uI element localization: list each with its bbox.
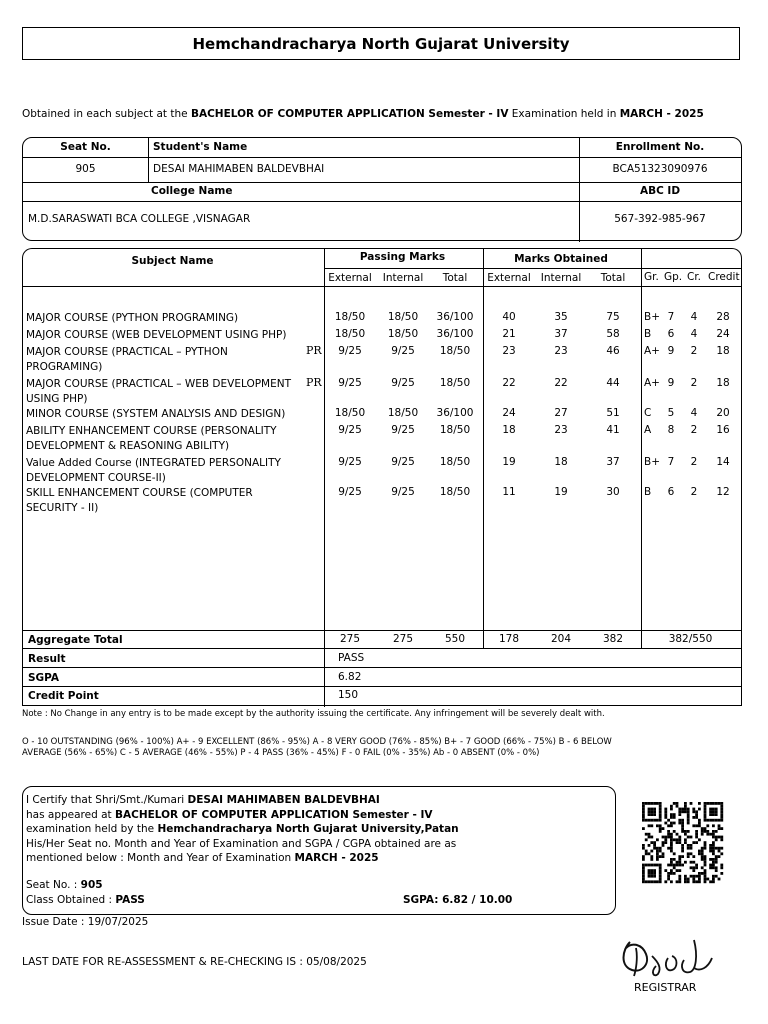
grade-point: 8 bbox=[667, 424, 675, 436]
subject-name-header: Subject Name bbox=[131, 255, 214, 267]
obtained-external: 40 bbox=[502, 311, 516, 323]
obtained-total: 75 bbox=[606, 311, 620, 323]
passing-internal: 9/25 bbox=[391, 424, 415, 436]
grade-point: 9 bbox=[667, 345, 675, 357]
practical-marker: PR bbox=[306, 376, 322, 389]
subject-name: MAJOR COURSE (PRACTICAL – PYTHON bbox=[26, 346, 228, 358]
obtained-external: 24 bbox=[502, 407, 516, 419]
obtained-external: 19 bbox=[502, 456, 516, 468]
credit-header: Credit bbox=[708, 271, 740, 283]
aggregate-passing-external: 275 bbox=[339, 633, 361, 645]
grade: A bbox=[644, 424, 652, 436]
credit-hours-header: Cr. bbox=[687, 271, 702, 283]
passing-internal: 18/50 bbox=[387, 407, 419, 419]
obtained-internal: 19 bbox=[554, 486, 568, 498]
credit-hours: 2 bbox=[690, 486, 698, 498]
obtained-internal: 27 bbox=[554, 407, 568, 419]
passing-internal: 9/25 bbox=[391, 377, 415, 389]
grade-header: Gr. bbox=[644, 271, 659, 283]
subject-name: MAJOR COURSE (WEB DEVELOPMENT USING PHP) bbox=[26, 329, 287, 341]
grade: C bbox=[644, 407, 652, 419]
university-title: Hemchandracharya North Gujarat University bbox=[22, 27, 740, 60]
obtained-internal: 35 bbox=[554, 311, 568, 323]
passing-total: 18/50 bbox=[439, 424, 471, 436]
sgpa-label: SGPA bbox=[28, 672, 60, 684]
student-name-label: Student's Name bbox=[153, 141, 248, 153]
obtained-external: 21 bbox=[502, 328, 516, 340]
aggregate-obtained-internal: 204 bbox=[550, 633, 572, 645]
credit-points: 18 bbox=[716, 345, 730, 357]
passing-external: 9/25 bbox=[338, 486, 362, 498]
subject-name: Value Added Course (INTEGRATED PERSONALITY bbox=[26, 457, 281, 469]
registrar-label: REGISTRAR bbox=[634, 981, 697, 994]
credit-points: 28 bbox=[716, 311, 730, 323]
aggregate-passing-internal: 275 bbox=[392, 633, 414, 645]
issue-date: Issue Date : 19/07/2025 bbox=[22, 916, 149, 928]
obtained-total: 58 bbox=[606, 328, 620, 340]
passing-external: 9/25 bbox=[338, 345, 362, 357]
credit-points: 12 bbox=[716, 486, 730, 498]
student-info-box bbox=[22, 137, 742, 241]
cert-line-3: examination held by the Hemchandracharya North Gujarat University,Patan bbox=[26, 823, 459, 835]
cert-line-4: His/Her Seat no. Month and Year of Examination and SGPA / CGPA obtained are as bbox=[26, 837, 457, 850]
passing-internal: 9/25 bbox=[391, 345, 415, 357]
credit-point-label: Credit Point bbox=[28, 690, 99, 702]
obtained-external: 11 bbox=[502, 486, 516, 498]
aggregate-grade-total: 382/550 bbox=[668, 633, 713, 645]
passing-external: 9/25 bbox=[338, 456, 362, 468]
passing-external: 18/50 bbox=[334, 328, 366, 340]
cert-line-2: has appeared at BACHELOR OF COMPUTER APPLICATION Semester - IV bbox=[26, 808, 433, 821]
college-value: M.D.SARASWATI BCA COLLEGE ,VISNAGAR bbox=[28, 213, 251, 225]
credit-points: 18 bbox=[716, 377, 730, 389]
grade: A+ bbox=[644, 345, 660, 357]
grade: B+ bbox=[644, 456, 661, 468]
passing-total: 36/100 bbox=[436, 407, 474, 419]
grade-key-line2: AVERAGE (56% - 65%) C - 5 AVERAGE (46% - 55%) P - 4 PASS (36% - 45%) F - 0 FAIL (0% - 35%) Ab - 0 ABSENT (0% - 0%) bbox=[22, 748, 540, 758]
cert-line-1: I Certify that Shri/Smt./Kumari DESAI MAHIMABEN BALDEVBHAI bbox=[26, 794, 380, 806]
grade: B bbox=[644, 328, 652, 340]
cert-seat: Seat No. : 905 bbox=[26, 879, 103, 891]
marks-obtained-header: Marks Obtained bbox=[514, 253, 608, 265]
obtained-internal: 23 bbox=[554, 424, 568, 436]
obtained-internal-header: Internal bbox=[540, 272, 582, 284]
result-label: Result bbox=[28, 653, 66, 665]
grade-point: 5 bbox=[667, 407, 675, 419]
subject-name-continued: DEVELOPMENT & REASONING ABILITY) bbox=[26, 440, 230, 452]
aggregate-passing-total: 550 bbox=[444, 633, 466, 645]
passing-total: 18/50 bbox=[439, 377, 471, 389]
subject-name-continued: SECURITY - II) bbox=[26, 502, 99, 514]
grade-point: 9 bbox=[667, 377, 675, 389]
seat-no-label: Seat No. bbox=[60, 141, 111, 153]
subject-name-continued: DEVELOPMENT COURSE-II) bbox=[26, 472, 166, 484]
credit-hours: 4 bbox=[690, 311, 698, 323]
registrar-signature bbox=[612, 928, 722, 980]
passing-internal: 18/50 bbox=[387, 328, 419, 340]
passing-external: 9/25 bbox=[338, 377, 362, 389]
grade-point: 7 bbox=[667, 456, 675, 468]
subject-name: MAJOR COURSE (PRACTICAL – WEB DEVELOPMENT bbox=[26, 378, 292, 390]
intro-text: Obtained in each subject at the BACHELOR OF COMPUTER APPLICATION Semester - IV Examination held in MARCH - 2025 bbox=[22, 108, 704, 120]
enrollment-value: BCA51323090976 bbox=[612, 163, 708, 175]
credit-hours: 2 bbox=[690, 456, 698, 468]
credit-hours: 4 bbox=[690, 407, 698, 419]
credit-points: 20 bbox=[716, 407, 730, 419]
grade-point: 7 bbox=[667, 311, 675, 323]
passing-external-header: External bbox=[328, 272, 372, 284]
passing-total: 18/50 bbox=[439, 486, 471, 498]
credit-hours: 4 bbox=[690, 328, 698, 340]
passing-total: 36/100 bbox=[436, 328, 474, 340]
obtained-internal: 23 bbox=[554, 345, 568, 357]
aggregate-obtained-external: 178 bbox=[498, 633, 520, 645]
credit-points: 24 bbox=[716, 328, 730, 340]
result-value: PASS bbox=[338, 652, 365, 664]
passing-internal: 18/50 bbox=[387, 311, 419, 323]
obtained-internal: 22 bbox=[554, 377, 568, 389]
obtained-total: 41 bbox=[606, 424, 620, 436]
passing-internal-header: Internal bbox=[382, 272, 424, 284]
passing-total: 36/100 bbox=[436, 311, 474, 323]
obtained-external: 23 bbox=[502, 345, 516, 357]
subject-name: ABILITY ENHANCEMENT COURSE (PERSONALITY bbox=[26, 425, 277, 437]
qr-code bbox=[642, 802, 728, 884]
obtained-internal: 37 bbox=[554, 328, 568, 340]
subject-name-continued: USING PHP) bbox=[26, 393, 88, 405]
subject-name: MAJOR COURSE (PYTHON PROGRAMING) bbox=[26, 312, 239, 324]
cert-line-5: mentioned below : Month and Year of Examination MARCH - 2025 bbox=[26, 852, 379, 864]
practical-marker: PR bbox=[306, 344, 322, 357]
cert-class: Class Obtained : PASS bbox=[26, 894, 145, 906]
credit-hours: 2 bbox=[690, 377, 698, 389]
passing-total-header: Total bbox=[442, 272, 468, 284]
subject-name: MINOR COURSE (SYSTEM ANALYSIS AND DESIGN) bbox=[26, 408, 286, 420]
grade-point: 6 bbox=[667, 328, 675, 340]
grade: B bbox=[644, 486, 652, 498]
passing-external: 18/50 bbox=[334, 407, 366, 419]
credit-points: 16 bbox=[716, 424, 730, 436]
obtained-total-header: Total bbox=[600, 272, 626, 284]
obtained-external: 18 bbox=[502, 424, 516, 436]
grade: B+ bbox=[644, 311, 661, 323]
credit-hours: 2 bbox=[690, 424, 698, 436]
obtained-internal: 18 bbox=[554, 456, 568, 468]
abc-id-label: ABC ID bbox=[639, 185, 681, 197]
certificate-box bbox=[22, 786, 616, 915]
note-text: Note : No Change in any entry is to be made except by the authority issuing the certificate. Any infringement will be severely dealt with. bbox=[22, 709, 605, 719]
credit-points: 14 bbox=[716, 456, 730, 468]
passing-total: 18/50 bbox=[439, 345, 471, 357]
last-date-recheck: LAST DATE FOR RE-ASSESSMENT & RE-CHECKING IS : 05/08/2025 bbox=[22, 956, 367, 968]
subject-name-continued: PROGRAMING) bbox=[26, 361, 103, 373]
credit-point-value: 150 bbox=[338, 689, 359, 701]
subject-name: SKILL ENHANCEMENT COURSE (COMPUTER bbox=[26, 487, 253, 499]
aggregate-obtained-total: 382 bbox=[602, 633, 624, 645]
seat-no-value: 905 bbox=[75, 163, 96, 175]
aggregate-label: Aggregate Total bbox=[28, 634, 123, 646]
passing-total: 18/50 bbox=[439, 456, 471, 468]
passing-marks-header: Passing Marks bbox=[359, 251, 446, 263]
passing-external: 9/25 bbox=[338, 424, 362, 436]
enrollment-label: Enrollment No. bbox=[615, 141, 705, 153]
abc-id-value: 567-392-985-967 bbox=[614, 213, 706, 225]
obtained-external-header: External bbox=[487, 272, 531, 284]
obtained-total: 30 bbox=[606, 486, 620, 498]
obtained-total: 51 bbox=[606, 407, 620, 419]
grade-key-line1: O - 10 OUTSTANDING (96% - 100%) A+ - 9 EXCELLENT (86% - 95%) A - 8 VERY GOOD (76% - 85%) B+ - 7 GOOD (66% - 75%) B - 6 BELOW bbox=[22, 737, 612, 747]
student-name-value: DESAI MAHIMABEN BALDEVBHAI bbox=[153, 163, 325, 175]
obtained-total: 44 bbox=[606, 377, 620, 389]
sgpa-value: 6.82 bbox=[338, 671, 362, 683]
obtained-total: 37 bbox=[606, 456, 620, 468]
passing-internal: 9/25 bbox=[391, 456, 415, 468]
grade-point-header: Gp. bbox=[664, 271, 683, 283]
college-label: College Name bbox=[151, 185, 233, 197]
grade-point: 6 bbox=[667, 486, 675, 498]
cert-sgpa: SGPA: 6.82 / 10.00 bbox=[403, 894, 513, 906]
obtained-total: 46 bbox=[606, 345, 620, 357]
passing-external: 18/50 bbox=[334, 311, 366, 323]
credit-hours: 2 bbox=[690, 345, 698, 357]
grade: A+ bbox=[644, 377, 660, 389]
obtained-external: 22 bbox=[502, 377, 516, 389]
passing-internal: 9/25 bbox=[391, 486, 415, 498]
